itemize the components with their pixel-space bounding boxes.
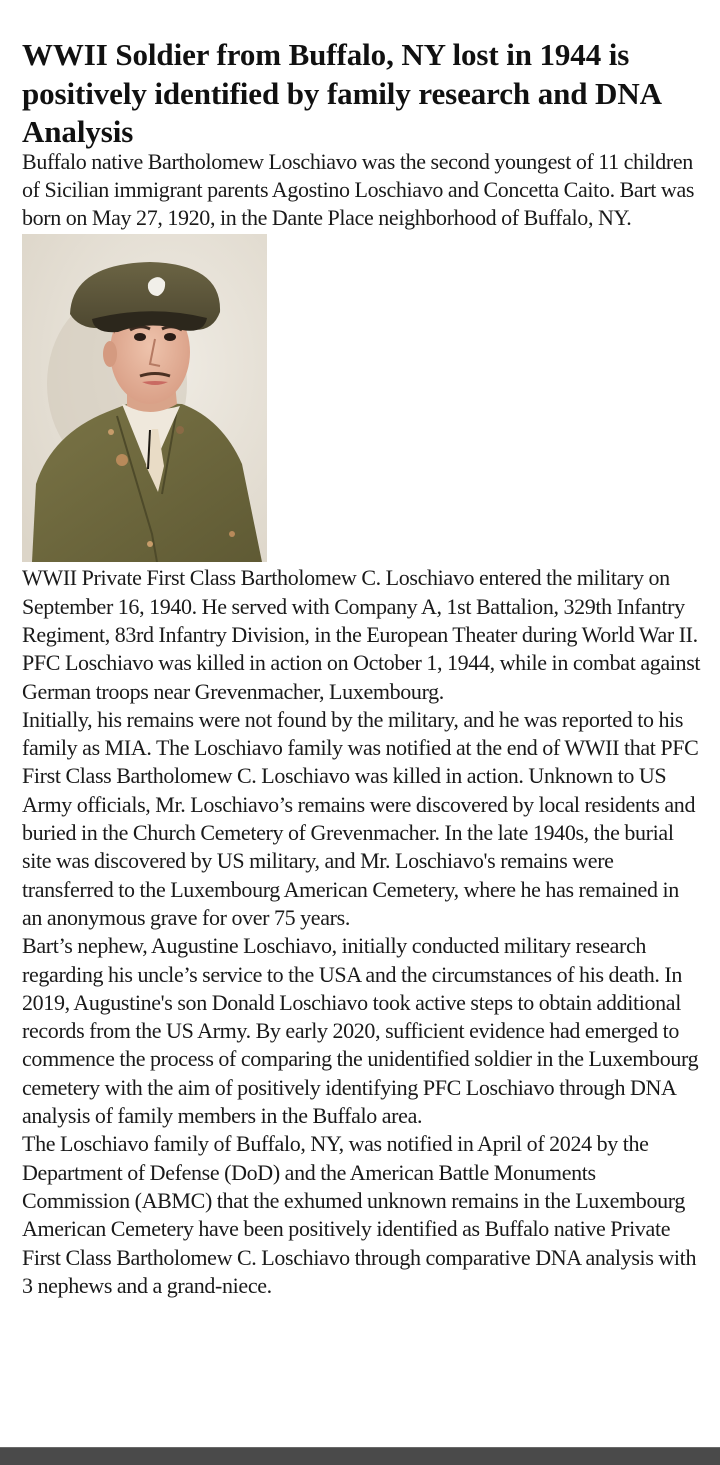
identification-paragraph: The Loschiavo family of Buffalo, NY, was notified in April of 2024 by the Department of Defense (DoD) and the American Battle Monuments Commission (ABMC) that the exhumed unknown remains in the Luxembourg American Cemetery have been positively identified as Buffalo native Private First Class Bartholomew C. Loschiavo through comparative DNA analysis with 3 nephews and a grand-niece. [22,1131,697,1298]
bottom-bar [0,1447,720,1465]
remains-paragraph: Initially, his remains were not found by the military, and he was reported to his family as MIA. The Loschiavo family was notified at the end of WWII that PFC First Class Bartholomew C. Loschiavo was killed in action. Unknown to US Army officials, Mr. Loschiavo’s remains were discovered by local residents and buried in the Church Cemetery of Grevenmacher. In the late 1940s, the burial site was discovered by US military, and Mr. Loschiavo's remains were transferred to the Luxembourg American Cemetery, where he has remained in an anonymous grave for over 75 years. [22,706,699,930]
article [22,36,702,1300]
intro-paragraph: Buffalo native Bartholomew Loschiavo was the second youngest of 11 children of Sicilian immigrant parents Agostino Loschiavo and Concetta Caito. Bart was born on May 27, 1920, in the Dante Place neighborhood of Buffalo, NY. [22,148,695,231]
research-paragraph: Bart’s nephew, Augustine Loschiavo, initially conducted military research regarding his uncle’s service to the USA and the circumstances of his death. In 2019, Augustine's son Donald Loschiavo took active steps to obtain additional records from the US Army. By early 2020, sufficient evidence had emerged to commence the process of comparing the unidentified soldier in the Luxembourg cemetery with the aim of positively identifying PFC Loschiavo through DNA analysis of family members in the Buffalo area. [22,933,699,1129]
soldier-portrait-photo [22,234,267,562]
article-title: WWII Soldier from Buffalo, NY lost in 1944 is positively identified by family research and DNA Analysis [22,37,661,149]
service-paragraph: WWII Private First Class Bartholomew C. Loschiavo entered the military on September 16, 1940. He served with Company A, 1st Battalion, 329th Infantry Regiment, 83rd Infantry Division, in the European Theater during World War II. PFC Loschiavo was killed in action on October 1, 1944, while in combat against German troops near Grevenmacher, Luxembourg. [22,565,701,704]
